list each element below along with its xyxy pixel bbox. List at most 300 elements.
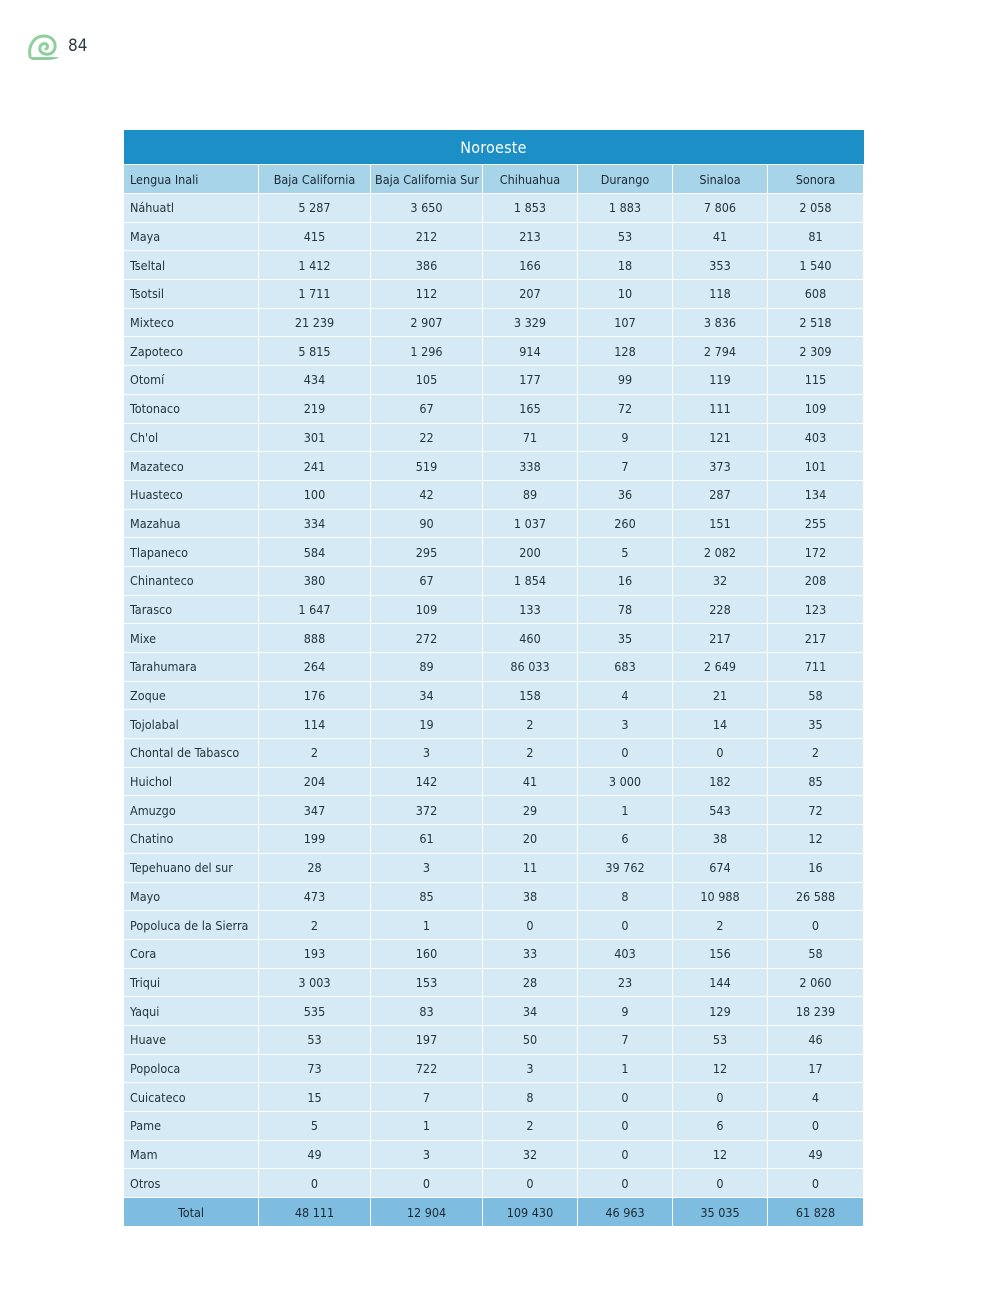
speaker-count-cell: 2 [259, 911, 371, 940]
table-row [124, 308, 864, 337]
speaker-count-cell: 1 540 [768, 251, 864, 280]
speaker-count-cell: 4 [578, 681, 673, 710]
speaker-count-cell: 7 [578, 1025, 673, 1054]
speaker-count-cell: 373 [673, 452, 768, 481]
speaker-count-cell: 0 [483, 911, 578, 940]
speaker-count-cell: 53 [578, 222, 673, 251]
speaker-count-cell: 3 [371, 739, 483, 768]
speaker-count-cell: 7 806 [673, 194, 768, 223]
table-row [124, 911, 864, 940]
speaker-count-cell: 8 [483, 1083, 578, 1112]
speaker-count-cell: 129 [673, 997, 768, 1026]
speaker-count-cell: 1 854 [483, 566, 578, 595]
speaker-count-cell: 36 [578, 480, 673, 509]
speaker-count-cell: 165 [483, 394, 578, 423]
table-row [124, 853, 864, 882]
speaker-count-cell: 1 037 [483, 509, 578, 538]
speaker-count-cell: 3 650 [371, 194, 483, 223]
speaker-count-cell: 12 [768, 825, 864, 854]
language-name-cell: Mam [124, 1140, 259, 1169]
speaker-count-cell: 176 [259, 681, 371, 710]
speaker-count-cell: 18 [578, 251, 673, 280]
speaker-count-cell: 1 647 [259, 595, 371, 624]
speaker-count-cell: 0 [259, 1169, 371, 1198]
language-name-cell: Huave [124, 1025, 259, 1054]
speaker-count-cell: 2 060 [768, 968, 864, 997]
speaker-count-cell: 0 [578, 911, 673, 940]
speaker-count-cell: 166 [483, 251, 578, 280]
speaker-count-cell: 158 [483, 681, 578, 710]
speaker-count-cell: 683 [578, 653, 673, 682]
table-row [124, 710, 864, 739]
speaker-count-cell: 16 [578, 566, 673, 595]
column-header-state: Baja California Sur [371, 165, 483, 194]
speaker-count-cell: 53 [259, 1025, 371, 1054]
speaker-count-cell: 67 [371, 394, 483, 423]
speaker-count-cell: 81 [768, 222, 864, 251]
speaker-count-cell: 15 [259, 1083, 371, 1112]
speaker-count-cell: 114 [259, 710, 371, 739]
speaker-count-cell: 4 [768, 1083, 864, 1112]
speaker-count-cell: 204 [259, 767, 371, 796]
table-row [124, 997, 864, 1026]
speaker-count-cell: 123 [768, 595, 864, 624]
table-row [124, 194, 864, 223]
speaker-count-cell: 8 [578, 882, 673, 911]
speaker-count-cell: 2 [768, 739, 864, 768]
table-row [124, 939, 864, 968]
language-name-cell: Cuicateco [124, 1083, 259, 1112]
speaker-count-cell: 121 [673, 423, 768, 452]
speaker-count-cell: 112 [371, 280, 483, 309]
speaker-count-cell: 287 [673, 480, 768, 509]
column-header-state: Durango [578, 165, 673, 194]
speaker-count-cell: 41 [673, 222, 768, 251]
language-name-cell: Tsotsil [124, 280, 259, 309]
speaker-count-cell: 46 [768, 1025, 864, 1054]
column-header-state: Sinaloa [673, 165, 768, 194]
speaker-count-cell: 144 [673, 968, 768, 997]
speaker-count-cell: 2 082 [673, 538, 768, 567]
speaker-count-cell: 6 [578, 825, 673, 854]
speaker-count-cell: 219 [259, 394, 371, 423]
table-row [124, 1054, 864, 1083]
speaker-count-cell: 10 988 [673, 882, 768, 911]
speaker-count-cell: 26 588 [768, 882, 864, 911]
table-row [124, 1169, 864, 1198]
table-row [124, 595, 864, 624]
table-row [124, 882, 864, 911]
speaker-count-cell: 200 [483, 538, 578, 567]
language-name-cell: Triqui [124, 968, 259, 997]
speaker-count-cell: 142 [371, 767, 483, 796]
speaker-count-cell: 888 [259, 624, 371, 653]
speaker-count-cell: 460 [483, 624, 578, 653]
speaker-count-cell: 39 762 [578, 853, 673, 882]
table-row [124, 796, 864, 825]
speaker-count-cell: 28 [483, 968, 578, 997]
speaker-count-cell: 3 [371, 1140, 483, 1169]
speaker-count-cell: 2 [673, 911, 768, 940]
table-row [124, 337, 864, 366]
speaker-count-cell: 2 [483, 710, 578, 739]
table-row [124, 280, 864, 309]
speaker-count-cell: 28 [259, 853, 371, 882]
speaker-count-cell: 2 309 [768, 337, 864, 366]
speaker-count-cell: 34 [483, 997, 578, 1026]
speaker-count-cell: 38 [483, 882, 578, 911]
page-header [26, 30, 87, 62]
speaker-count-cell: 0 [673, 1169, 768, 1198]
speaker-count-cell: 34 [371, 681, 483, 710]
speaker-count-cell: 67 [371, 566, 483, 595]
speaker-count-cell: 12 [673, 1054, 768, 1083]
speaker-count-cell: 133 [483, 595, 578, 624]
language-table [123, 130, 864, 1227]
speaker-count-cell: 78 [578, 595, 673, 624]
table-row [124, 251, 864, 280]
speaker-count-cell: 61 [371, 825, 483, 854]
table-row [124, 739, 864, 768]
language-name-cell: Zoque [124, 681, 259, 710]
speaker-count-cell: 2 518 [768, 308, 864, 337]
speaker-count-cell: 0 [578, 1112, 673, 1141]
table-region-title: Noroeste [124, 130, 864, 165]
language-name-cell: Tojolabal [124, 710, 259, 739]
speaker-count-cell: 20 [483, 825, 578, 854]
table-row [124, 480, 864, 509]
speaker-count-cell: 9 [578, 997, 673, 1026]
speaker-count-cell: 0 [483, 1169, 578, 1198]
speaker-count-cell: 89 [371, 653, 483, 682]
total-label-cell: Total [124, 1198, 259, 1227]
speaker-count-cell: 334 [259, 509, 371, 538]
speaker-count-cell: 193 [259, 939, 371, 968]
speaker-count-cell: 403 [578, 939, 673, 968]
speaker-count-cell: 1 711 [259, 280, 371, 309]
speaker-count-cell: 386 [371, 251, 483, 280]
speaker-count-cell: 1 [371, 911, 483, 940]
speaker-count-cell: 73 [259, 1054, 371, 1083]
language-name-cell: Otomí [124, 366, 259, 395]
speaker-count-cell: 2 794 [673, 337, 768, 366]
speaker-count-cell: 21 [673, 681, 768, 710]
speaker-count-cell: 212 [371, 222, 483, 251]
speaker-count-cell: 151 [673, 509, 768, 538]
speaker-count-cell: 12 [673, 1140, 768, 1169]
speaker-count-cell: 14 [673, 710, 768, 739]
speaker-count-cell: 199 [259, 825, 371, 854]
language-name-cell: Tepehuano del sur [124, 853, 259, 882]
speaker-count-cell: 3 836 [673, 308, 768, 337]
table-row [124, 423, 864, 452]
speaker-count-cell: 101 [768, 452, 864, 481]
speaker-count-cell: 5 815 [259, 337, 371, 366]
table-row [124, 566, 864, 595]
total-value-cell: 109 430 [483, 1198, 578, 1227]
speaker-count-cell: 33 [483, 939, 578, 968]
speaker-count-cell: 584 [259, 538, 371, 567]
speaker-count-cell: 228 [673, 595, 768, 624]
speaker-count-cell: 35 [578, 624, 673, 653]
column-header-state: Chihuahua [483, 165, 578, 194]
speaker-count-cell: 111 [673, 394, 768, 423]
speaker-count-cell: 128 [578, 337, 673, 366]
speaker-count-cell: 32 [483, 1140, 578, 1169]
speaker-count-cell: 115 [768, 366, 864, 395]
speaker-count-cell: 7 [371, 1083, 483, 1112]
speaker-count-cell: 1 [578, 1054, 673, 1083]
speaker-count-cell: 49 [259, 1140, 371, 1169]
speaker-count-cell: 22 [371, 423, 483, 452]
speaker-count-cell: 21 239 [259, 308, 371, 337]
speaker-count-cell: 182 [673, 767, 768, 796]
speaker-count-cell: 2 649 [673, 653, 768, 682]
speaker-count-cell: 914 [483, 337, 578, 366]
speaker-count-cell: 7 [578, 452, 673, 481]
language-name-cell: Tarasco [124, 595, 259, 624]
total-row [124, 1198, 864, 1227]
speaker-count-cell: 32 [673, 566, 768, 595]
speaker-count-cell: 217 [768, 624, 864, 653]
table-row [124, 624, 864, 653]
column-header-row [124, 165, 864, 194]
speaker-count-cell: 608 [768, 280, 864, 309]
table-row [124, 767, 864, 796]
speaker-count-cell: 260 [578, 509, 673, 538]
speaker-count-cell: 213 [483, 222, 578, 251]
snail-spiral-icon [26, 30, 62, 62]
speaker-count-cell: 58 [768, 681, 864, 710]
speaker-count-cell: 543 [673, 796, 768, 825]
language-name-cell: Mixe [124, 624, 259, 653]
speaker-count-cell: 160 [371, 939, 483, 968]
speaker-count-cell: 3 [483, 1054, 578, 1083]
speaker-count-cell: 2 058 [768, 194, 864, 223]
speaker-count-cell: 49 [768, 1140, 864, 1169]
total-value-cell: 35 035 [673, 1198, 768, 1227]
speaker-count-cell: 711 [768, 653, 864, 682]
speaker-count-cell: 41 [483, 767, 578, 796]
speaker-count-cell: 3 329 [483, 308, 578, 337]
speaker-count-cell: 109 [371, 595, 483, 624]
language-name-cell: Ch'ol [124, 423, 259, 452]
speaker-count-cell: 0 [673, 739, 768, 768]
table-row [124, 1112, 864, 1141]
speaker-count-cell: 535 [259, 997, 371, 1026]
speaker-count-cell: 109 [768, 394, 864, 423]
language-name-cell: Huasteco [124, 480, 259, 509]
speaker-count-cell: 338 [483, 452, 578, 481]
speaker-count-cell: 5 287 [259, 194, 371, 223]
speaker-count-cell: 10 [578, 280, 673, 309]
language-name-cell: Popoluca de la Sierra [124, 911, 259, 940]
speaker-count-cell: 207 [483, 280, 578, 309]
speaker-count-cell: 301 [259, 423, 371, 452]
speaker-count-cell: 23 [578, 968, 673, 997]
speaker-count-cell: 272 [371, 624, 483, 653]
speaker-count-cell: 217 [673, 624, 768, 653]
speaker-count-cell: 415 [259, 222, 371, 251]
speaker-count-cell: 71 [483, 423, 578, 452]
language-name-cell: Tlapaneco [124, 538, 259, 567]
language-name-cell: Zapoteco [124, 337, 259, 366]
speaker-count-cell: 3 000 [578, 767, 673, 796]
speaker-count-cell: 90 [371, 509, 483, 538]
speaker-count-cell: 1 296 [371, 337, 483, 366]
speaker-count-cell: 153 [371, 968, 483, 997]
speaker-count-cell: 11 [483, 853, 578, 882]
speaker-count-cell: 295 [371, 538, 483, 567]
speaker-count-cell: 0 [768, 1112, 864, 1141]
speaker-count-cell: 0 [673, 1083, 768, 1112]
speaker-count-cell: 2 [483, 1112, 578, 1141]
speaker-count-cell: 1 412 [259, 251, 371, 280]
speaker-count-cell: 177 [483, 366, 578, 395]
table-row [124, 825, 864, 854]
speaker-count-cell: 1 [578, 796, 673, 825]
speaker-count-cell: 347 [259, 796, 371, 825]
language-name-cell: Otros [124, 1169, 259, 1198]
speaker-count-cell: 1 853 [483, 194, 578, 223]
speaker-count-cell: 58 [768, 939, 864, 968]
table-row [124, 222, 864, 251]
speaker-count-cell: 3 [578, 710, 673, 739]
speaker-count-cell: 72 [578, 394, 673, 423]
speaker-count-cell: 156 [673, 939, 768, 968]
language-name-cell: Mayo [124, 882, 259, 911]
language-name-cell: Yaqui [124, 997, 259, 1026]
speaker-count-cell: 353 [673, 251, 768, 280]
language-name-cell: Pame [124, 1112, 259, 1141]
speaker-count-cell: 119 [673, 366, 768, 395]
table-row [124, 681, 864, 710]
speaker-count-cell: 473 [259, 882, 371, 911]
speaker-count-cell: 208 [768, 566, 864, 595]
language-name-cell: Tarahumara [124, 653, 259, 682]
speaker-count-cell: 72 [768, 796, 864, 825]
speaker-count-cell: 134 [768, 480, 864, 509]
speaker-count-cell: 2 [259, 739, 371, 768]
column-header-state: Sonora [768, 165, 864, 194]
speaker-count-cell: 5 [259, 1112, 371, 1141]
language-name-cell: Chatino [124, 825, 259, 854]
table-row [124, 452, 864, 481]
table-row [124, 1140, 864, 1169]
speaker-count-cell: 2 [483, 739, 578, 768]
language-name-cell: Maya [124, 222, 259, 251]
total-value-cell: 48 111 [259, 1198, 371, 1227]
table-row [124, 968, 864, 997]
speaker-count-cell: 0 [371, 1169, 483, 1198]
speaker-count-cell: 83 [371, 997, 483, 1026]
speaker-count-cell: 264 [259, 653, 371, 682]
speaker-count-cell: 434 [259, 366, 371, 395]
speaker-count-cell: 3 [371, 853, 483, 882]
table-row [124, 509, 864, 538]
speaker-count-cell: 35 [768, 710, 864, 739]
speaker-count-cell: 0 [578, 1169, 673, 1198]
speaker-count-cell: 16 [768, 853, 864, 882]
speaker-count-cell: 403 [768, 423, 864, 452]
speaker-count-cell: 19 [371, 710, 483, 739]
total-value-cell: 61 828 [768, 1198, 864, 1227]
speaker-count-cell: 29 [483, 796, 578, 825]
language-name-cell: Huichol [124, 767, 259, 796]
table-body [124, 194, 864, 1198]
speaker-count-cell: 2 907 [371, 308, 483, 337]
language-name-cell: Mixteco [124, 308, 259, 337]
language-name-cell: Chinanteco [124, 566, 259, 595]
speaker-count-cell: 17 [768, 1054, 864, 1083]
speaker-count-cell: 53 [673, 1025, 768, 1054]
language-name-cell: Cora [124, 939, 259, 968]
speaker-count-cell: 722 [371, 1054, 483, 1083]
speaker-count-cell: 0 [578, 739, 673, 768]
table-row [124, 538, 864, 567]
speaker-count-cell: 1 883 [578, 194, 673, 223]
speaker-count-cell: 519 [371, 452, 483, 481]
language-name-cell: Mazahua [124, 509, 259, 538]
table-row [124, 653, 864, 682]
speaker-count-cell: 85 [371, 882, 483, 911]
speaker-count-cell: 0 [578, 1140, 673, 1169]
table-row [124, 1083, 864, 1112]
speaker-count-cell: 255 [768, 509, 864, 538]
speaker-count-cell: 89 [483, 480, 578, 509]
language-name-cell: Tseltal [124, 251, 259, 280]
total-value-cell: 46 963 [578, 1198, 673, 1227]
speaker-count-cell: 372 [371, 796, 483, 825]
speaker-count-cell: 197 [371, 1025, 483, 1054]
speaker-count-cell: 38 [673, 825, 768, 854]
speaker-count-cell: 241 [259, 452, 371, 481]
column-header-language: Lengua Inali [124, 165, 259, 194]
speaker-count-cell: 50 [483, 1025, 578, 1054]
speaker-count-cell: 86 033 [483, 653, 578, 682]
table-row [124, 1025, 864, 1054]
language-name-cell: Totonaco [124, 394, 259, 423]
speaker-count-cell: 5 [578, 538, 673, 567]
column-header-state: Baja California [259, 165, 371, 194]
speaker-count-cell: 105 [371, 366, 483, 395]
speaker-count-cell: 380 [259, 566, 371, 595]
speaker-count-cell: 0 [578, 1083, 673, 1112]
page-number: 84 [68, 36, 88, 56]
speaker-count-cell: 3 003 [259, 968, 371, 997]
speaker-count-cell: 0 [768, 911, 864, 940]
language-name-cell: Náhuatl [124, 194, 259, 223]
speaker-count-cell: 674 [673, 853, 768, 882]
speaker-count-cell: 100 [259, 480, 371, 509]
speaker-count-cell: 9 [578, 423, 673, 452]
speaker-count-cell: 1 [371, 1112, 483, 1141]
language-name-cell: Chontal de Tabasco [124, 739, 259, 768]
table-row [124, 394, 864, 423]
speaker-count-cell: 107 [578, 308, 673, 337]
speaker-count-cell: 42 [371, 480, 483, 509]
speaker-count-cell: 118 [673, 280, 768, 309]
speaker-count-cell: 18 239 [768, 997, 864, 1026]
language-name-cell: Amuzgo [124, 796, 259, 825]
speaker-count-cell: 99 [578, 366, 673, 395]
language-name-cell: Mazateco [124, 452, 259, 481]
table-row [124, 366, 864, 395]
speaker-count-cell: 85 [768, 767, 864, 796]
speaker-count-cell: 6 [673, 1112, 768, 1141]
speaker-count-cell: 172 [768, 538, 864, 567]
language-name-cell: Popoloca [124, 1054, 259, 1083]
